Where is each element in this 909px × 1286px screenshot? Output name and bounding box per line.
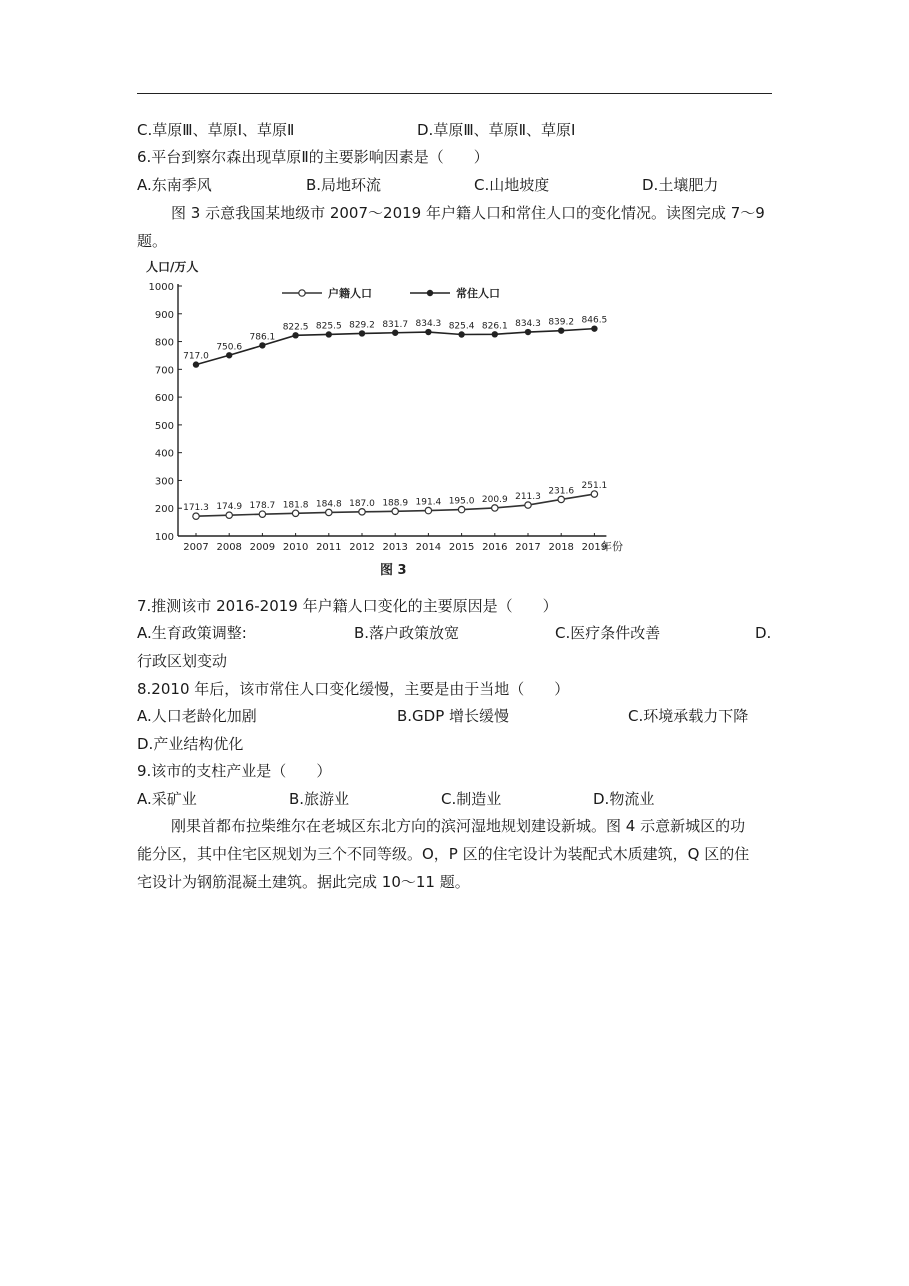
passage1-line1: 图 3 示意我国某地级市 2007～2019 年户籍人口和常住人口的变化情况。读图完成 7～9 [171, 204, 765, 222]
data-point [359, 330, 365, 336]
data-label: 200.9 [481, 494, 508, 505]
y-tick-label: 700 [154, 365, 174, 377]
y-tick-label: 400 [154, 448, 174, 460]
data-point [326, 331, 332, 337]
data-label: 231.6 [548, 486, 575, 497]
x-tick-label: 2017 [515, 542, 541, 553]
data-label: 846.5 [581, 315, 608, 326]
data-label: 181.8 [282, 500, 309, 511]
q6-option-c: C.山地坡度 [474, 176, 550, 194]
q8-stem: 8.2010 年后，该市常住人口变化缓慢，主要是由于当地（ ） [137, 680, 570, 698]
data-point [492, 331, 498, 337]
data-label: 191.4 [415, 497, 442, 508]
data-point [525, 329, 531, 335]
q7-option-d: D. [755, 624, 772, 642]
data-point [492, 505, 498, 511]
population-chart [140, 254, 630, 582]
data-label: 822.5 [282, 322, 309, 333]
y-tick-label: 500 [154, 420, 174, 432]
data-label: 834.3 [515, 319, 541, 330]
q6-stem: 6.平台到察尔森出现草原Ⅱ的主要影响因素是（ ） [137, 148, 489, 166]
data-point [558, 496, 564, 502]
y-tick-label: 300 [154, 476, 174, 488]
data-label: 825.5 [315, 321, 342, 332]
x-tick-label: 2010 [282, 542, 309, 553]
y-tick-label: 200 [154, 504, 174, 516]
q6-option-d: D.土壤肥力 [642, 176, 719, 194]
data-label: 750.6 [216, 342, 243, 353]
data-point [259, 511, 265, 517]
data-point [392, 330, 398, 336]
q9-option-c: C.制造业 [441, 790, 502, 808]
q5-option-d: D.草原Ⅲ、草原Ⅱ、草原Ⅰ [417, 121, 576, 139]
q6-option-b: B.局地环流 [306, 176, 382, 194]
series-resident [183, 316, 607, 368]
data-point [193, 361, 199, 367]
q8-option-c: C.环境承载力下降 [628, 707, 749, 725]
legend-label: 户籍人口 [328, 287, 372, 300]
data-point [326, 509, 332, 515]
q7-option-c: C.医疗条件改善 [555, 624, 661, 642]
x-tick-label: 2011 [316, 542, 342, 553]
data-point [525, 502, 531, 508]
legend-marker [427, 290, 433, 296]
passage2-line2: 能分区，其中住宅区规划为三个不同等级。O，P 区的住宅设计为装配式木质建筑，Q 区的住 [137, 845, 750, 863]
x-tick-label: 2013 [382, 542, 408, 553]
data-label: 171.3 [183, 503, 209, 514]
header-rule [137, 93, 772, 94]
passage2-line1: 刚果首都布拉柴维尔在老城区东北方向的滨河湿地规划建设新城。图 4 示意新城区的功 [171, 817, 746, 835]
q9-option-a: A.采矿业 [137, 790, 197, 808]
data-label: 825.4 [448, 321, 475, 332]
x-tick-label: 2014 [415, 542, 442, 553]
passage1-line2: 题。 [137, 232, 168, 250]
data-point [392, 508, 398, 514]
x-tick-label: 2015 [448, 542, 475, 553]
x-tick-label: 2012 [349, 542, 375, 553]
chart-caption: 图 3 [380, 563, 407, 578]
y-tick-label: 1000 [148, 282, 174, 293]
data-point [558, 327, 564, 333]
q7-stem: 7.推测该市 2016-2019 年户籍人口变化的主要原因是（ ） [137, 597, 558, 615]
data-label: 834.3 [415, 319, 442, 330]
data-point [591, 325, 597, 331]
data-label: 184.8 [315, 499, 342, 510]
y-tick-label: 900 [154, 309, 174, 321]
x-tick-label: 2018 [548, 542, 574, 553]
q9-option-d: D.物流业 [593, 790, 655, 808]
data-label: 786.1 [249, 332, 276, 343]
data-label: 188.9 [382, 498, 409, 509]
x-tick-label: 2019 [581, 542, 608, 553]
series-registered [183, 481, 607, 519]
data-label: 826.1 [481, 321, 508, 332]
y-tick-label: 100 [154, 532, 174, 543]
data-point [458, 331, 464, 337]
data-label: 211.3 [515, 492, 541, 503]
y-tick-label: 800 [154, 337, 174, 349]
y-axis-label: 人口/万人 [146, 260, 199, 274]
data-label: 717.0 [183, 351, 209, 362]
data-label: 195.0 [448, 496, 475, 507]
data-label: 187.0 [349, 498, 375, 509]
q5-option-c: C.草原Ⅲ、草原Ⅰ、草原Ⅱ [137, 121, 295, 139]
x-tick-label: 2008 [216, 542, 242, 553]
data-point [292, 332, 298, 338]
q8-option-d: D.产业结构优化 [137, 735, 244, 753]
data-point [425, 329, 431, 335]
data-label: 831.7 [382, 319, 409, 330]
data-label: 251.1 [581, 481, 608, 492]
x-tick-label: 2007 [183, 542, 209, 553]
chart-legend [282, 286, 500, 300]
data-point [425, 507, 431, 513]
data-point [591, 491, 597, 497]
q7-option-b: B.落户政策放宽 [354, 624, 460, 642]
q8-option-b: B.GDP 增长缓慢 [397, 707, 510, 725]
q6-option-a: A.东南季风 [137, 176, 212, 194]
passage2-line3: 宅设计为钢筋混凝土建筑。据此完成 10～11 题。 [137, 873, 470, 891]
x-axis-label: 年份 [601, 540, 623, 553]
data-label: 178.7 [249, 501, 276, 512]
data-label: 829.2 [349, 320, 375, 331]
legend-marker [299, 290, 305, 296]
data-point [226, 352, 232, 358]
q7-option-a: A.生育政策调整: [137, 624, 247, 642]
q7-option-d-text: 行政区划变动 [137, 652, 228, 670]
data-label: 174.9 [216, 502, 243, 513]
y-tick-label: 600 [154, 393, 174, 405]
chart-series [183, 316, 607, 520]
data-point [226, 512, 232, 518]
data-point [292, 510, 298, 516]
data-point [458, 506, 464, 512]
data-label: 839.2 [548, 317, 575, 328]
data-point [359, 509, 365, 515]
legend-label: 常住人口 [456, 287, 500, 300]
x-tick-label: 2016 [482, 542, 508, 553]
x-tick-label: 2009 [249, 542, 276, 553]
data-point [193, 513, 199, 519]
data-point [259, 342, 265, 348]
q9-option-b: B.旅游业 [289, 790, 350, 808]
q9-stem: 9.该市的支柱产业是（ ） [137, 762, 332, 780]
q8-option-a: A.人口老龄化加剧 [137, 707, 257, 725]
